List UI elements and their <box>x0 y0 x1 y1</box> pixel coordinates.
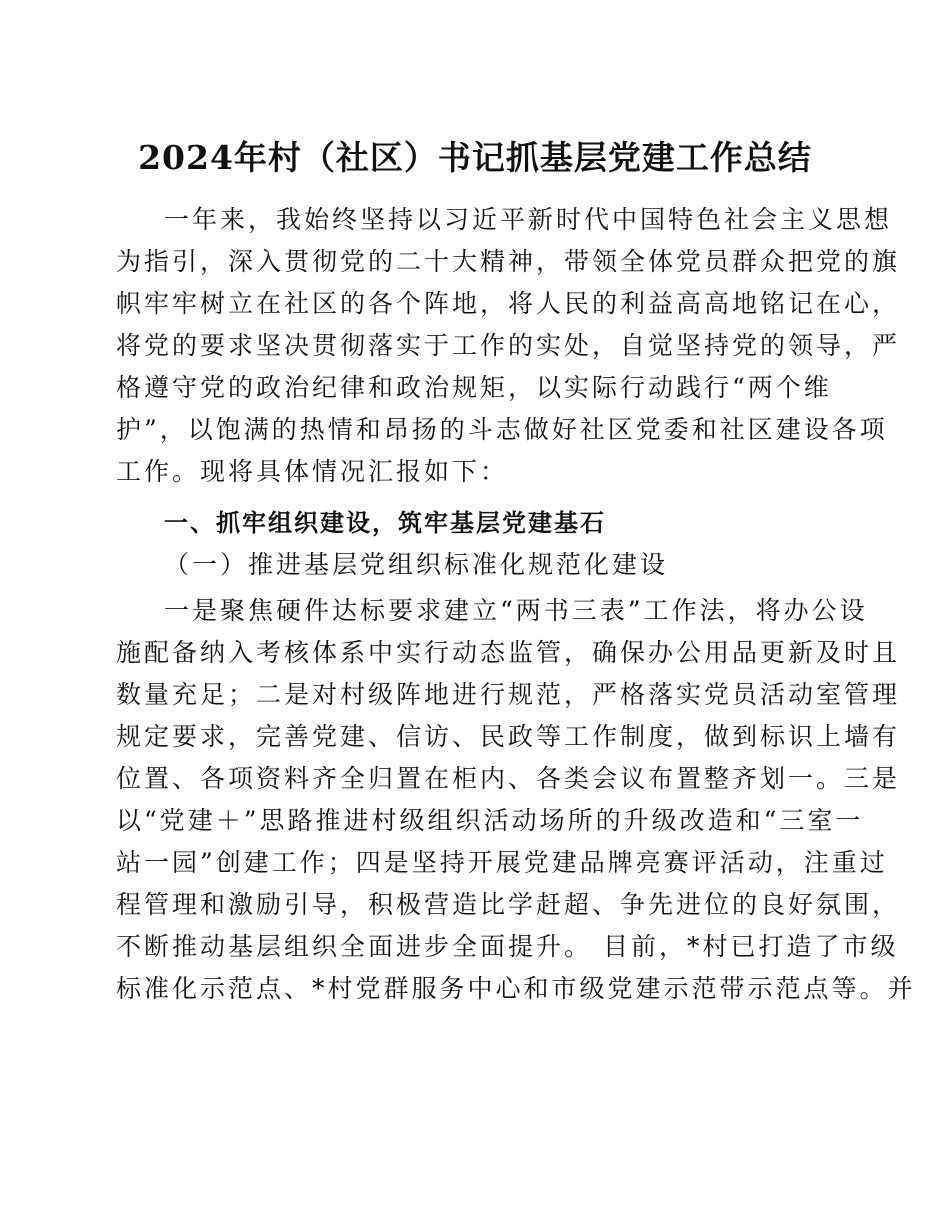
intro-line-1: 一年来，我始终坚持以习近平新时代中国特色社会主义思想 <box>164 205 893 234</box>
body-line-8: 程管理和激励引导，积极营造比学赶超、争先进位的良好氛围， <box>116 890 901 919</box>
intro-line-4: 将党的要求坚决贯彻落实于工作的实处，自觉坚持党的领导，严 <box>116 331 901 360</box>
intro-line-6: 护”，以饱满的热情和昂扬的斗志做好社区党委和社区建设各项 <box>116 415 888 444</box>
body-line-5: 位置、各项资料齐全归置在柜内、各类会议布置整齐划一。三是 <box>116 764 901 793</box>
intro-line-2: 为指引，深入贯彻党的二十大精神，带领全体党员群众把党的旗 <box>116 247 901 276</box>
body-line-7: 站一园”创建工作；四是坚持开展党建品牌亮赛评活动，注重过 <box>116 848 888 877</box>
intro-line-5: 格遵守党的政治纪律和政治规矩，以实际行动践行“两个维 <box>116 373 832 402</box>
body-line-2: 施配备纳入考核体系中实行动态监管，确保办公用品更新及时且 <box>116 638 901 667</box>
document-title: 2024年村（社区）书记抓基层党建工作总结 <box>138 138 812 177</box>
body-line-6: 以“党建＋”思路推进村级组织活动场所的升级改造和“三室一 <box>116 806 864 835</box>
body-line-3: 数量充足；二是对村级阵地进行规范，严格落实党员活动室管理 <box>116 680 901 709</box>
subsection-1-heading: （一）推进基层党组织标准化规范化建设 <box>164 550 669 579</box>
intro-line-3: 帜牢牢树立在社区的各个阵地，将人民的利益高高地铭记在心， <box>116 289 901 318</box>
body-line-1: 一是聚焦硬件达标要求建立“两书三表”工作法，将办公设 <box>164 596 868 625</box>
intro-line-7: 工作。现将具体情况汇报如下： <box>116 457 509 486</box>
body-line-9: 不断推动基层组织全面进步全面提升。 目前，*村已打造了市级 <box>116 932 899 961</box>
body-line-10: 标准化示范点、*村党群服务中心和市级党建示范带示范点等。并 <box>116 974 916 1003</box>
body-line-4: 规定要求，完善党建、信访、民政等工作制度，做到标识上墙有 <box>116 722 901 751</box>
section-1-heading: 一、抓牢组织建设，筑牢基层党建基石 <box>164 509 606 537</box>
